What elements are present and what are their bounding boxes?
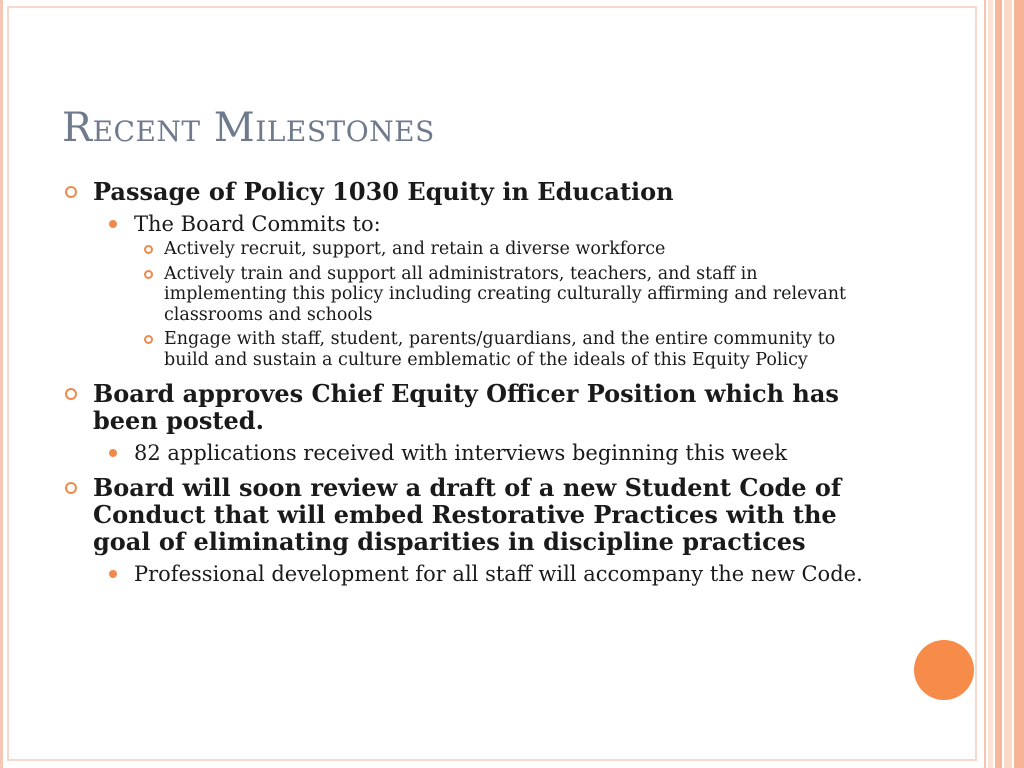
sub-sub-bullet-text: Engage with staff, student, parents/guardians, and the entire community to build and sustain a culture emblematic of the ideals of this Equity Policy (164, 329, 836, 370)
dot-bullet-icon (109, 570, 117, 578)
sub-bullet-board-commits (62, 211, 882, 237)
right-stripes-decoration (978, 0, 1024, 768)
bullet-item-code-of-conduct (62, 474, 882, 555)
bullet-item-chief-equity-officer (62, 380, 882, 434)
ring-bullet-icon (65, 388, 77, 400)
left-edge-line (0, 0, 3, 768)
bullet-text: Board approves Chief Equity Officer Position which has been posted. (93, 379, 839, 435)
ring-bullet-icon (144, 245, 153, 254)
sub-sub-bullet-text: Actively train and support all administrators, teachers, and staff in implementing this policy including creating culturally affirming and relevant classrooms and schools (164, 263, 847, 325)
dot-bullet-icon (109, 220, 117, 228)
ring-bullet-icon (65, 482, 77, 494)
sub-bullet-professional-development (62, 561, 882, 587)
bullet-list (62, 178, 882, 589)
ring-bullet-icon (144, 270, 153, 279)
ring-bullet-icon (144, 335, 153, 344)
stripe (988, 0, 993, 768)
stripe (1004, 0, 1012, 768)
sub-sub-bullet (62, 239, 882, 260)
bullet-text: Passage of Policy 1030 Equity in Education (93, 177, 674, 206)
bullet-text: Board will soon review a draft of a new Student Code of Conduct that will embed Restorative Practices with the goal of eliminating disparities in discipline practices (93, 473, 842, 556)
ring-bullet-icon (65, 186, 77, 198)
sub-sub-bullet (62, 329, 882, 370)
dot-bullet-icon (109, 449, 117, 457)
sub-bullet-text: The Board Commits to: (134, 212, 381, 236)
sub-sub-bullet (62, 264, 882, 326)
orange-circle-decoration (914, 640, 974, 700)
sub-bullet-text: 82 applications received with interviews beginning this week (134, 441, 788, 465)
stripe (1014, 0, 1024, 768)
sub-bullet-text: Professional development for all staff will accompany the new Code. (134, 562, 863, 586)
bullet-item-policy (62, 178, 882, 205)
stripe (995, 0, 1002, 768)
slide-title: Recent Milestones (62, 105, 435, 151)
sub-bullet-applications (62, 440, 882, 466)
stripe (984, 0, 986, 768)
sub-sub-bullet-text: Actively recruit, support, and retain a diverse workforce (164, 239, 666, 259)
